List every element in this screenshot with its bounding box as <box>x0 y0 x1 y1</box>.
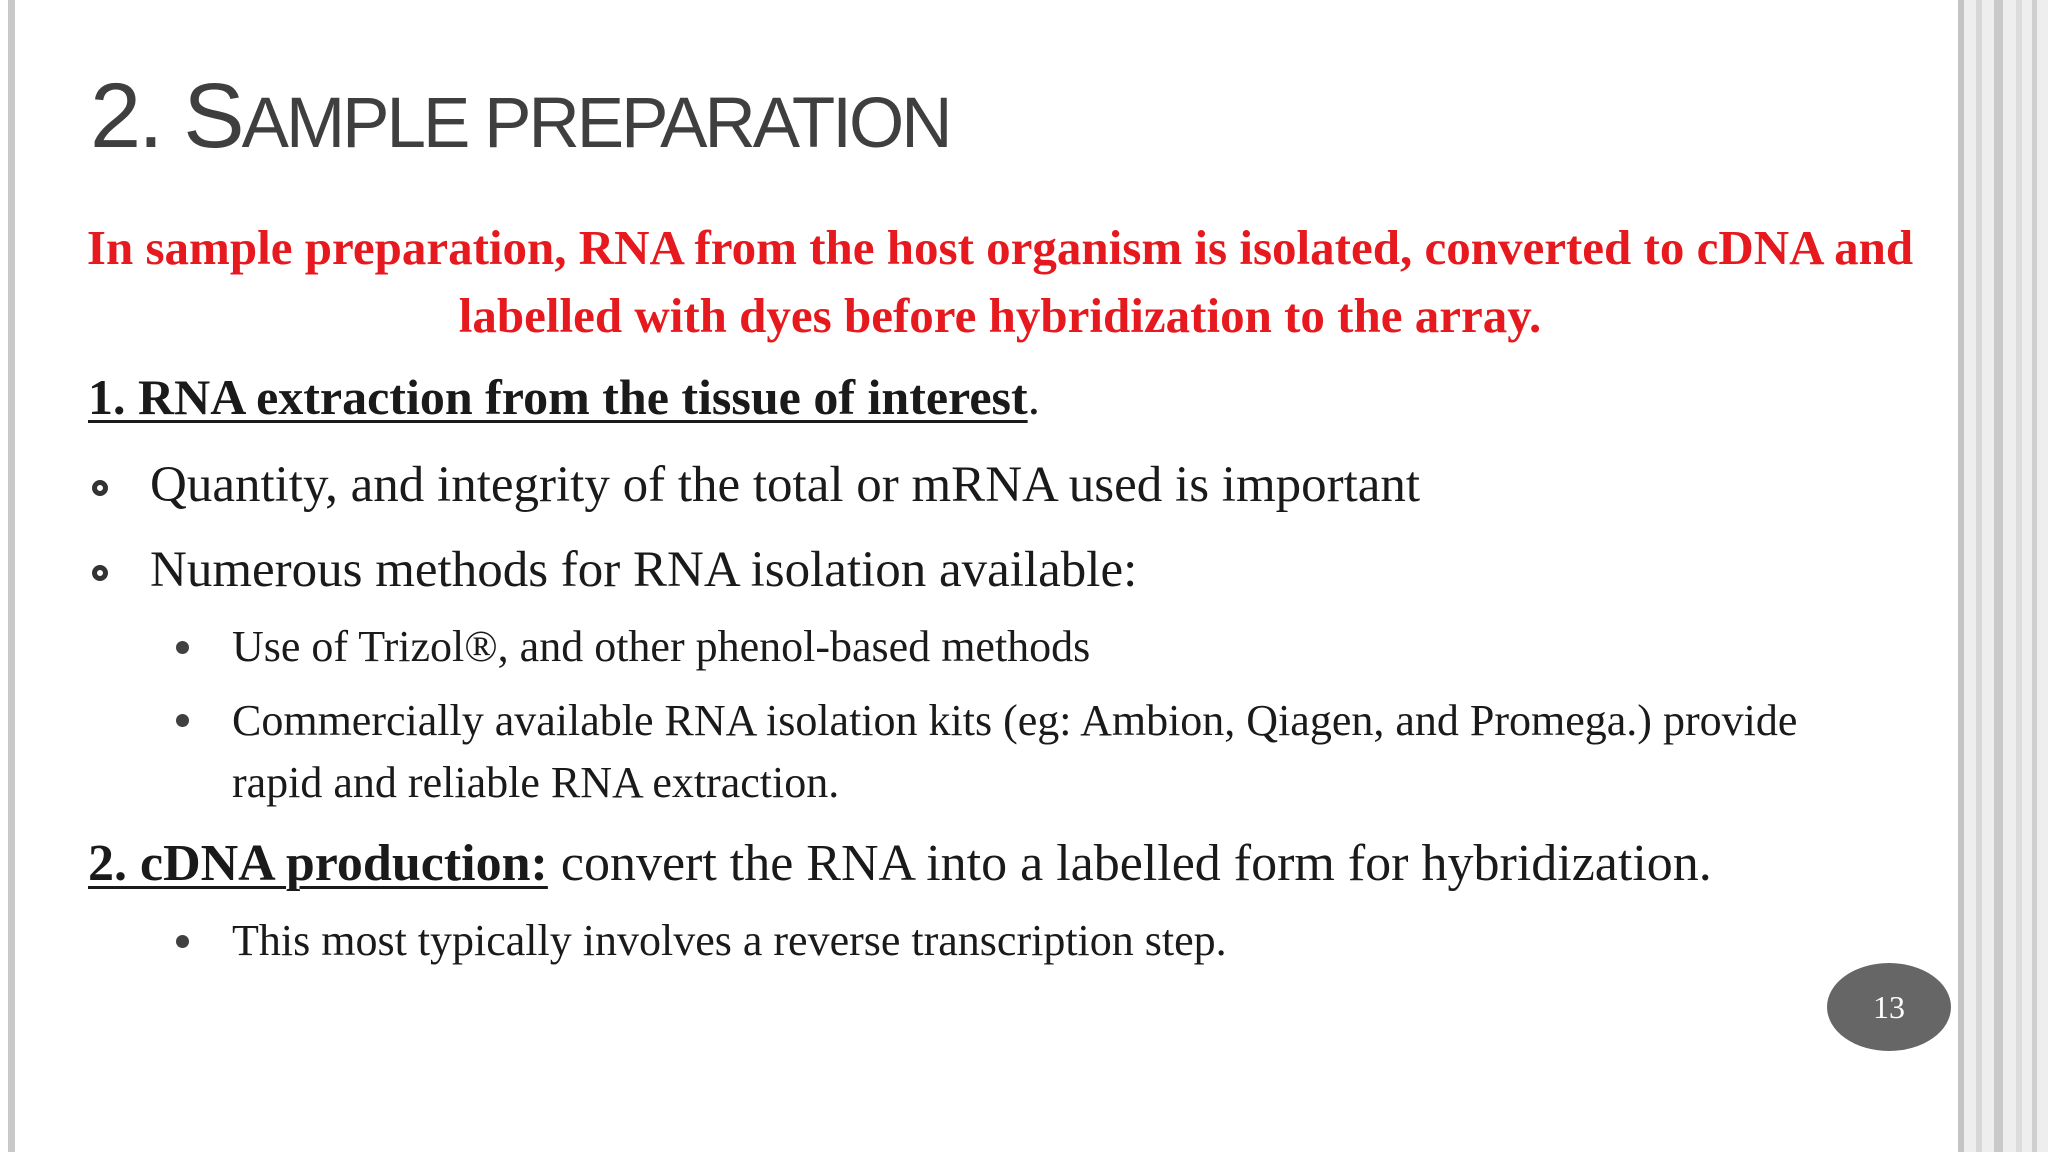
slide-title <box>90 65 950 167</box>
sub-bullet-item: Commercially available RNA isolation kits (eg: Ambion, Qiagen, and Promega.) provide rapid and reliable RNA extraction. <box>232 696 1798 807</box>
bullet-item: Quantity, and integrity of the total or mRNA used is important <box>150 457 1421 513</box>
frame-line <box>1994 0 2003 1152</box>
intro-statement: In sample preparation, RNA from the host organism is isolated, converted to cDNA and labelled with dyes before hybridization to the array. <box>86 220 1914 343</box>
bullet-ring-icon <box>92 480 108 496</box>
section-2-heading <box>88 835 1712 892</box>
title-rest: AMPLE PREPARATION <box>241 84 950 163</box>
bullet-ring-icon <box>92 565 108 581</box>
bullet-dot-icon <box>176 714 189 727</box>
frame-line <box>2016 0 2022 1152</box>
section-2-heading-text: 2. cDNA production: <box>88 835 548 892</box>
title-number: 2. <box>90 65 184 167</box>
title-first-cap: S <box>183 65 242 167</box>
bullet-dot-icon <box>176 641 189 654</box>
section-1-heading-suffix: . <box>1027 369 1041 425</box>
sub-bullet-item: Use of Trizol®, and other phenol-based methods <box>232 622 1091 671</box>
slide-left-border <box>8 0 15 1152</box>
frame-line <box>1976 0 1982 1152</box>
frame-line <box>2032 0 2037 1152</box>
sub-bullet-item: This most typically involves a reverse transcription step. <box>232 916 1227 965</box>
bullet-item: Numerous methods for RNA isolation available: <box>150 542 1138 598</box>
frame-line <box>1958 0 1964 1152</box>
section-2-heading-rest: convert the RNA into a labelled form for hybridization. <box>547 835 1712 892</box>
bullet-dot-icon <box>176 935 189 948</box>
section-1-heading-text: 1. RNA extraction from the tissue of interest <box>88 369 1028 425</box>
page-number-badge: 13 <box>1827 963 1951 1051</box>
section-1-heading <box>88 370 1040 425</box>
